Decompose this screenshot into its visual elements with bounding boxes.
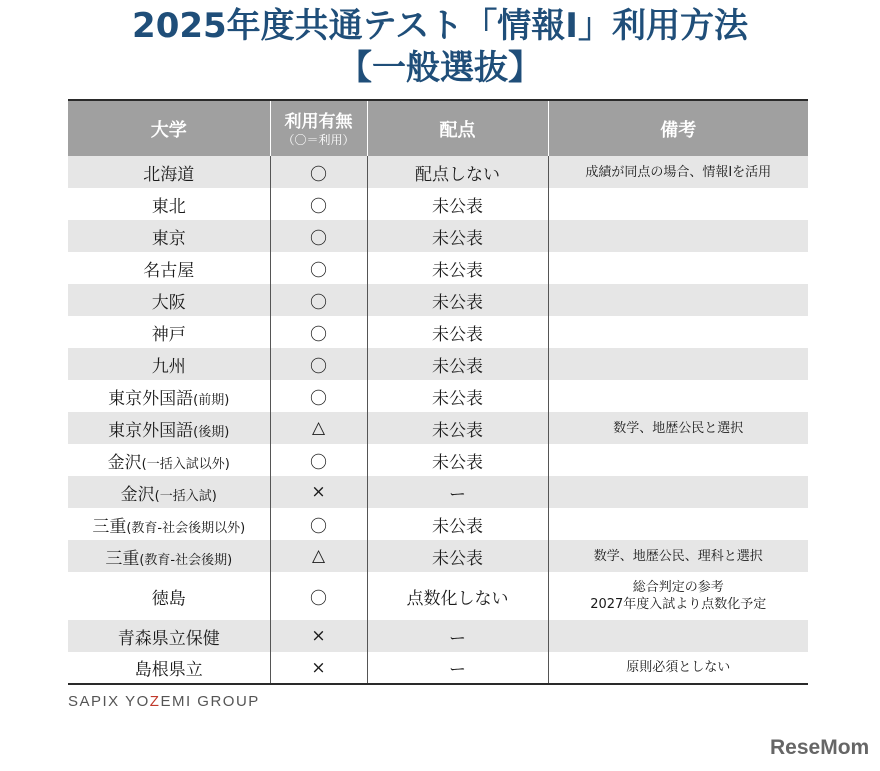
cell-usage: 〇 (270, 252, 367, 284)
header-remarks: 備考 (548, 100, 808, 156)
cell-remarks (548, 316, 808, 348)
cell-university (68, 508, 270, 540)
table-row (68, 540, 808, 572)
university-name: 大阪 (151, 292, 186, 313)
cell-university (68, 444, 270, 476)
page-subtitle: 【一般選抜】 (338, 48, 542, 88)
university-name: 三重 (105, 548, 140, 569)
university-suffix: (前期) (193, 392, 230, 408)
university-name: 東京外国語 (108, 388, 194, 409)
table-row (68, 652, 808, 684)
university-name: 島根県立 (134, 660, 203, 680)
cell-usage: × (270, 620, 367, 652)
cell-usage: 〇 (270, 284, 367, 316)
cell-university (68, 188, 270, 220)
cell-usage: △ (270, 540, 367, 572)
footer-brand-z: Z (149, 693, 161, 710)
cell-usage: 〇 (270, 508, 367, 540)
cell-score: 未公表 (367, 444, 548, 476)
university-name: 徳島 (151, 588, 186, 609)
cell-university (68, 540, 270, 572)
cell-usage: 〇 (270, 380, 367, 412)
table-row (68, 412, 808, 444)
cell-score: 未公表 (367, 188, 548, 220)
footer-brand-a: SAPIX YO (68, 693, 150, 710)
cell-remarks (548, 444, 808, 476)
university-name: 青森県立保健 (117, 628, 220, 649)
table-row (68, 572, 808, 620)
cell-university (68, 412, 270, 444)
cell-remarks (548, 220, 808, 252)
cell-usage: 〇 (270, 444, 367, 476)
cell-remarks (548, 620, 808, 652)
table-row (68, 380, 808, 412)
remarks-line-2: 2027年度入試より点数化予定 (590, 597, 767, 612)
cell-score: 点数化しない (367, 572, 548, 620)
remarks-line: 数学、地歴公民、理科と選択 (593, 548, 763, 564)
cell-remarks (548, 284, 808, 316)
cell-university (68, 572, 270, 620)
footer-brand-b: EMI GROUP (160, 693, 260, 710)
cell-remarks (548, 572, 808, 620)
cell-score: 未公表 (367, 252, 548, 284)
footer-brand (68, 693, 260, 710)
cell-score: 未公表 (367, 412, 548, 444)
cell-score: 未公表 (367, 380, 548, 412)
university-suffix: (教育-社会後期以外) (126, 520, 246, 536)
table-row (68, 620, 808, 652)
cell-university (68, 156, 270, 188)
table-row (68, 316, 808, 348)
cell-remarks (548, 348, 808, 380)
header-university: 大学 (68, 100, 270, 156)
cell-university (68, 252, 270, 284)
cell-score: ー (367, 620, 548, 652)
university-name: 北海道 (143, 164, 195, 185)
university-suffix: (後期) (193, 424, 230, 440)
university-name: 東京 (151, 228, 186, 249)
cell-score: 未公表 (367, 316, 548, 348)
cell-remarks (548, 652, 808, 684)
cell-usage: 〇 (270, 572, 367, 620)
cell-score: 未公表 (367, 220, 548, 252)
table-row (68, 252, 808, 284)
header-score: 配点 (367, 100, 548, 156)
cell-usage: △ (270, 412, 367, 444)
cell-university (68, 284, 270, 316)
cell-remarks (548, 476, 808, 508)
university-name: 東京外国語 (108, 420, 194, 441)
table-row (68, 476, 808, 508)
resemom-logo: ReseMom (770, 736, 870, 759)
cell-remarks (548, 380, 808, 412)
header-usage (270, 100, 367, 156)
cell-usage: × (270, 476, 367, 508)
cell-usage: 〇 (270, 348, 367, 380)
university-name: 神戸 (151, 324, 186, 345)
university-name: 金沢 (120, 484, 155, 505)
cell-university (68, 316, 270, 348)
university-name: 三重 (92, 516, 127, 537)
cell-usage: 〇 (270, 316, 367, 348)
table-row (68, 220, 808, 252)
cell-usage: 〇 (270, 188, 367, 220)
remarks-line: 成績が同点の場合、情報Ⅰを活用 (585, 164, 772, 180)
table-row (68, 444, 808, 476)
header-usage-label: 利用有無 (284, 111, 353, 132)
table-row (68, 348, 808, 380)
cell-usage: × (270, 652, 367, 684)
cell-score: 未公表 (367, 540, 548, 572)
cell-usage: 〇 (270, 156, 367, 188)
table-row (68, 156, 808, 188)
remarks-line: 数学、地歴公民と選択 (613, 420, 744, 436)
university-name: 東北 (151, 196, 186, 217)
cell-university (68, 380, 270, 412)
university-name: 金沢 (107, 452, 142, 473)
cell-university (68, 476, 270, 508)
table-row (68, 188, 808, 220)
university-suffix: (一括入試) (154, 488, 217, 504)
header-usage-note: （〇＝利用） (282, 132, 355, 147)
university-name: 九州 (151, 356, 186, 377)
cell-score: 配点しない (367, 156, 548, 188)
cell-remarks (548, 540, 808, 572)
cell-university (68, 620, 270, 652)
cell-remarks (548, 508, 808, 540)
cell-score: 未公表 (367, 348, 548, 380)
cell-score: ー (367, 652, 548, 684)
university-suffix: (教育-社会後期) (139, 552, 233, 568)
cell-score: ー (367, 476, 548, 508)
table-row (68, 284, 808, 316)
page-title: 2025年度共通テスト「情報Ⅰ」利用方法 (132, 6, 748, 46)
remarks-line: 総合判定の参考 (632, 580, 724, 595)
university-name: 名古屋 (143, 260, 195, 281)
cell-score: 未公表 (367, 508, 548, 540)
cell-university (68, 348, 270, 380)
table-row (68, 508, 808, 540)
cell-remarks (548, 412, 808, 444)
cell-remarks (548, 156, 808, 188)
cell-university (68, 220, 270, 252)
cell-usage: 〇 (270, 220, 367, 252)
usage-table (68, 99, 808, 685)
cell-remarks (548, 188, 808, 220)
table-header-row (68, 100, 808, 156)
remarks-line: 原則必須としない (626, 660, 731, 675)
university-suffix: (一括入試以外) (141, 456, 230, 472)
cell-university (68, 652, 270, 684)
cell-remarks (548, 252, 808, 284)
cell-score: 未公表 (367, 284, 548, 316)
